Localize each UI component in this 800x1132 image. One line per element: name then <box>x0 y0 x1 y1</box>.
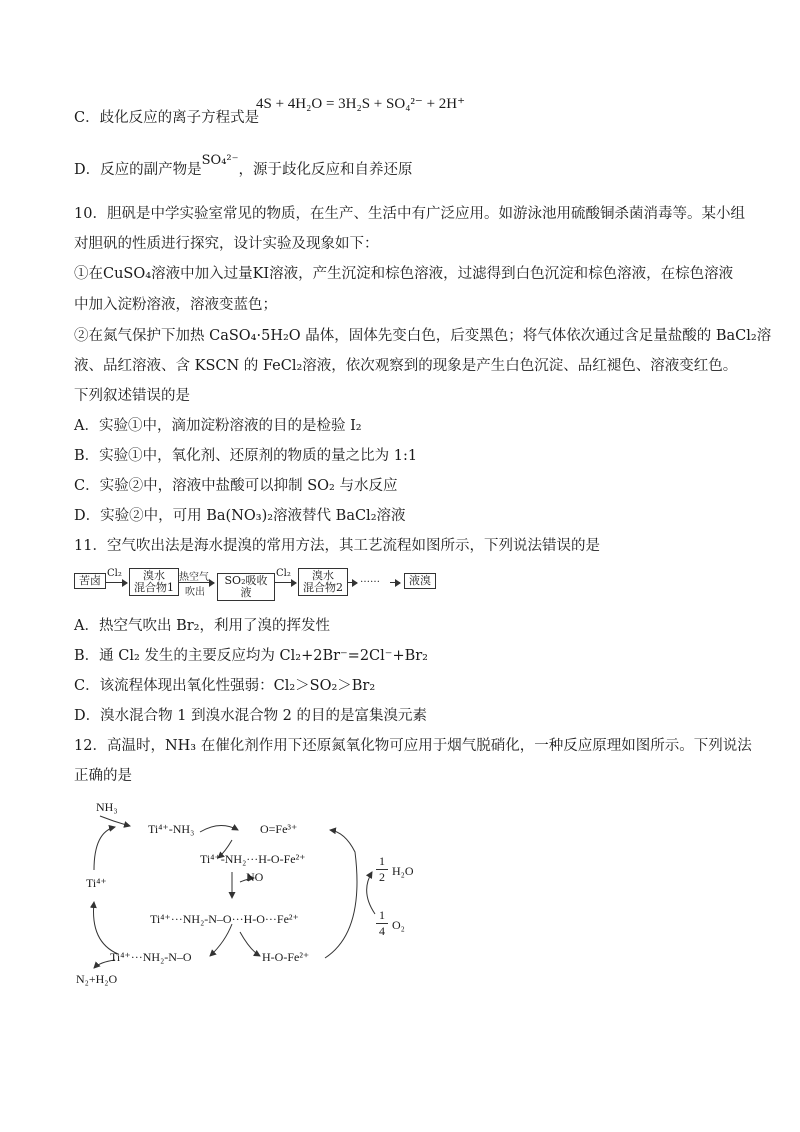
label-no: NO <box>246 870 264 884</box>
flow-label-blow-out: 吹出 <box>185 587 205 598</box>
species-o-fe3: O=Fe³⁺ <box>260 822 298 836</box>
q11-stem: 11．空气吹出法是海水提溴的常用方法，其工艺流程如图所示，下列说法错误的是 <box>74 538 600 554</box>
fraction-half <box>376 854 388 885</box>
bromine-process-flow <box>74 568 434 599</box>
fraction-half-num: 1 <box>376 854 388 870</box>
flow-box-mixture1 <box>129 568 179 596</box>
label-ti: Ti⁴⁺ <box>86 876 107 890</box>
q10-option-b: B．实验①中，氧化剂、还原剂的物质的量之比为 1:1 <box>74 448 418 464</box>
label-o2: O₂ <box>392 918 405 932</box>
species-ti-nh2-no-hofe: Ti⁴⁺···NH₂-N–O···H-O···Fe²⁺ <box>150 912 299 926</box>
q10-exp2-1: ②在氮气保护下加热 CaSO₄·5H₂O 晶体，固体先变白色，后变黑色；将气体依次通过含足量盐酸的 BaCl₂溶 <box>74 328 772 344</box>
species-ti-nh2-no: Ti⁴⁺···NH₂-N–O <box>110 950 192 964</box>
flow-arrow-1 <box>105 582 127 583</box>
q11-option-c: C．该流程体现出氧化性强弱：Cl₂＞SO₂＞Br₂ <box>74 678 376 694</box>
flow-box-mixture2-line2: 混合物2 <box>303 581 343 594</box>
species-ti-nh2-hofe: Ti⁴⁺-NH₂···H-O-Fe²⁺ <box>200 852 306 866</box>
q12-stem-1: 12．高温时，NH₃ 在催化剂作用下还原氮氧化物可应用于烟气脱硝化，一种反应原理如图所示。下列说法 <box>74 738 752 754</box>
q10-stem-2: 对胆矾的性质进行探究，设计实验及现象如下： <box>74 236 379 252</box>
reaction-mechanism-diagram <box>60 792 440 992</box>
q10-ask: 下列叙述错误的是 <box>74 388 190 404</box>
q10-exp1-2: 中加入淀粉溶液，溶液变蓝色； <box>74 297 277 313</box>
q10-exp1-1: ①在CuSO₄溶液中加入过量KI溶液，产生沉淀和棕色溶液，过滤得到白色沉淀和棕色溶液，在棕色溶液 <box>74 266 734 282</box>
q11-option-b: B．通 Cl₂ 发生的主要反应均为 Cl₂+2Br⁻=2Cl⁻+Br₂ <box>74 648 428 664</box>
flow-box-so2-absorb: SO₂吸收液 <box>217 573 275 601</box>
flow-box-mixture1-line2: 混合物1 <box>134 581 174 594</box>
q10-option-d: D．实验②中，可用 Ba(NO₃)₂溶液替代 BaCl₂溶液 <box>74 508 406 524</box>
flow-arrow-4 <box>347 582 357 583</box>
formula-c: 4S + 4H₂O = 3H₂S + SO₄²⁻ + 2H⁺ <box>256 96 466 112</box>
label-nh3: NH₃ <box>96 800 118 814</box>
fraction-quarter-num: 1 <box>376 908 388 924</box>
flow-box-bittern: 苦卤 <box>74 573 106 589</box>
flow-arrow-3 <box>274 582 296 583</box>
option-c-text: C．歧化反应的离子方程式是 <box>74 110 260 126</box>
q11-option-a: A．热空气吹出 Br₂，利用了溴的挥发性 <box>74 618 330 634</box>
label-products: N₂+H₂O <box>76 972 118 986</box>
q10-exp2-2: 液、品红溶液、含 KSCN 的 FeCl₂溶液，依次观察到的现象是产生白色沉淀、品红褪色、溶液变红色。 <box>74 358 738 374</box>
option-d-formula: SO₄²⁻ <box>201 153 239 168</box>
flow-label-hot-air: 热空气 <box>179 572 209 583</box>
option-d <box>74 153 413 181</box>
species-ti-nh3: Ti⁴⁺-NH₃ <box>148 822 195 836</box>
q10-option-a: A．实验①中，滴加淀粉溶液的目的是检验 I₂ <box>74 418 362 434</box>
flow-dots: …… <box>360 574 380 585</box>
option-c <box>74 108 259 128</box>
label-h2o: H₂O <box>392 864 414 878</box>
q10-option-c: C．实验②中，溶液中盐酸可以抑制 SO₂ 与水反应 <box>74 478 398 494</box>
flow-box-mixture2-line1: 溴水 <box>312 569 334 582</box>
flow-box-mixture2 <box>298 568 348 596</box>
fraction-quarter-den: 4 <box>379 924 385 938</box>
q10-stem-1: 10．胆矾是中学实验室常见的物质，在生产、生活中有广泛应用。如游泳池用硫酸铜杀菌消毒等。某小组 <box>74 206 745 222</box>
option-d-text: D．反应的副产物是 <box>74 162 202 178</box>
fraction-half-den: 2 <box>379 870 385 884</box>
flow-box-liquid-bromine: 液溴 <box>404 573 436 589</box>
flow-label-cl2-1: Cl₂ <box>107 568 122 579</box>
flow-arrow-5 <box>390 582 400 583</box>
flow-label-cl2-2: Cl₂ <box>276 568 291 579</box>
fraction-quarter <box>376 908 388 939</box>
flow-box-mixture1-line1: 溴水 <box>143 569 165 582</box>
option-d-tail: ，源于歧化反应和自养还原 <box>238 162 413 178</box>
q11-option-d: D．溴水混合物 1 到溴水混合物 2 的目的是富集溴元素 <box>74 708 428 724</box>
q12-stem-2: 正确的是 <box>74 768 132 784</box>
species-ho-fe2: H-O-Fe²⁺ <box>262 950 310 964</box>
